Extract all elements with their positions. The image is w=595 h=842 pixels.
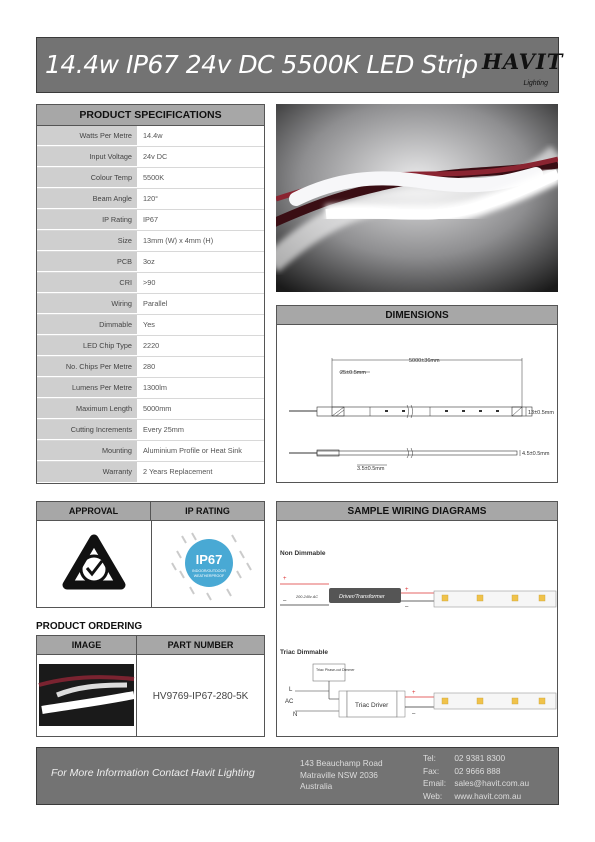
product-specifications-table (36, 104, 265, 484)
web-link[interactable]: www.havit.com.au (454, 790, 522, 801)
web-label: Web: (423, 790, 443, 801)
rcm-compliance-mark-icon (37, 521, 151, 607)
dim-height: 4.5±0.5mm (522, 451, 550, 457)
spec-value: 14.4w (143, 131, 163, 140)
spec-row (37, 126, 264, 147)
spec-row (37, 420, 264, 441)
spec-value: 24v DC (143, 152, 168, 161)
spec-label: No. Chips Per Metre (37, 357, 137, 377)
tel-value[interactable]: 02 9381 8300 (454, 753, 506, 763)
plus-2: + (405, 587, 409, 593)
ip67-badge-sub1: INDOOR/OUTDOOR (192, 569, 226, 573)
product-thumbnail (37, 655, 136, 737)
spec-row (37, 294, 264, 315)
footer-contact-text: For More Information Contact Havit Lighting (51, 767, 255, 779)
spec-row (37, 441, 264, 462)
ordering-part-heading: PART NUMBER (167, 640, 234, 650)
led-strip-image (276, 104, 558, 292)
approval-heading: APPROVAL (37, 502, 151, 520)
spec-row (37, 252, 264, 273)
line-label: L (289, 687, 293, 693)
logo-sub: Lighting (523, 80, 548, 87)
dimensions-panel (276, 305, 558, 483)
dim-width: 13±0.5mm (528, 410, 554, 416)
ordering-image-cell (37, 655, 137, 737)
spec-label: Size (37, 231, 137, 251)
spec-row (37, 315, 264, 336)
wiring-drawing (277, 521, 559, 737)
neutral-label: N (293, 712, 298, 718)
driver-1-label: Driver/Transformer (339, 594, 385, 600)
ac-label: AC (285, 699, 294, 705)
dimensions-heading: DIMENSIONS (277, 306, 557, 325)
plus-1: + (283, 576, 287, 582)
spec-label: Beam Angle (37, 189, 137, 209)
spec-value: Every 25mm (143, 425, 184, 434)
ip67-badge-text: IP67 (195, 552, 223, 567)
dim-cut: 25±0.5mm (340, 370, 366, 376)
minus-1: – (283, 598, 287, 604)
fax-value: 02 9666 888 (454, 765, 501, 776)
ip-rating-cell (152, 521, 266, 607)
spec-row (37, 399, 264, 420)
approval-ip-table (36, 501, 265, 608)
footer-address (300, 758, 383, 793)
spec-label: IP Rating (37, 210, 137, 230)
spec-value: 2 Years Replacement (143, 467, 213, 476)
spec-label: Wiring (37, 294, 137, 314)
spec-row (37, 336, 264, 357)
product-ordering-title: PRODUCT ORDERING (36, 621, 143, 632)
spec-row (37, 210, 264, 231)
spec-label: LED Chip Type (37, 336, 137, 356)
wiring-heading: SAMPLE WIRING DIAGRAMS (277, 502, 557, 521)
spec-value: 5500K (143, 173, 165, 182)
dim-side: 3.5±0.5mm (357, 466, 385, 472)
spec-row (37, 231, 264, 252)
spec-label: Watts Per Metre (37, 126, 137, 146)
part-number: HV9769-IP67-280-5K (152, 690, 249, 702)
spec-value: 13mm (W) x 4mm (H) (143, 236, 214, 245)
spec-row (37, 462, 264, 483)
spec-label: Dimmable (37, 315, 137, 335)
approval-cell (37, 521, 152, 607)
spec-label: Input Voltage (37, 147, 137, 167)
triac-dimmable-label: Triac Dimmable (280, 649, 329, 656)
ordering-image-heading: IMAGE (37, 636, 137, 654)
address-line-1: 143 Beauchamp Road (300, 758, 383, 768)
spec-row (37, 357, 264, 378)
product-ordering-table (36, 635, 265, 737)
ip67-badge-icon (152, 521, 266, 607)
spec-value: IP67 (143, 215, 159, 224)
address-line-3: Australia (300, 781, 333, 791)
spec-value: 3oz (143, 257, 155, 266)
email-link[interactable]: sales@havit.com.au (454, 778, 530, 788)
spec-label: Colour Temp (37, 168, 137, 188)
spec-label: Maximum Length (37, 399, 137, 419)
ip-rating-heading: IP RATING (185, 506, 230, 516)
spec-row (37, 147, 264, 168)
email-label: Email: (423, 778, 447, 788)
product-photo (276, 104, 558, 292)
minus-2: – (405, 604, 409, 610)
spec-row (37, 189, 264, 210)
spec-value: >90 (143, 278, 156, 287)
minus-3: – (412, 711, 416, 717)
specs-heading: PRODUCT SPECIFICATIONS (37, 105, 264, 126)
spec-value: Parallel (143, 299, 168, 308)
fax-label: Fax: (423, 765, 440, 776)
spec-row (37, 378, 264, 399)
spec-label: CRI (37, 273, 137, 293)
spec-value: 280 (143, 362, 156, 371)
dim-length: 5000±36mm (409, 358, 440, 364)
spec-value: 1300lm (143, 383, 167, 392)
non-dimmable-label: Non Dimmable (280, 550, 326, 557)
tel-label: Tel: (423, 753, 436, 763)
spec-value: 120° (143, 194, 159, 203)
spec-label: Warranty (37, 462, 137, 483)
footer-contact-info (423, 752, 529, 802)
dimensions-drawing (277, 325, 559, 483)
spec-label: Mounting (37, 441, 137, 461)
plus-3: + (412, 690, 416, 696)
driver-2-label: Triac Driver (355, 702, 389, 709)
spec-label: Lumens Per Metre (37, 378, 137, 398)
address-line-2: Matraville NSW 2036 (300, 769, 378, 780)
spec-value: 5000mm (143, 404, 172, 413)
spec-value: 2220 (143, 341, 160, 350)
spec-label: Cutting Increments (37, 420, 137, 440)
wiring-diagrams-panel (276, 501, 558, 737)
spec-label: PCB (37, 252, 137, 272)
logo-text: HAVIT (482, 49, 564, 74)
input-voltage-1: 200-240v AC (296, 595, 319, 599)
spec-row (37, 168, 264, 189)
spec-row (37, 273, 264, 294)
page-title: 14.4w IP67 24v DC 5500K LED Strip (45, 50, 478, 79)
ip67-badge-sub2: WEATHERPROOF (193, 574, 225, 578)
spec-value: Yes (143, 320, 155, 329)
title-banner (36, 37, 564, 93)
spec-value: Aluminium Profile or Heat Sink (143, 446, 242, 455)
dimmer-label: Triac Phase-cut Dimmer (316, 668, 355, 672)
havit-logo (482, 45, 564, 89)
footer-banner (36, 747, 559, 805)
